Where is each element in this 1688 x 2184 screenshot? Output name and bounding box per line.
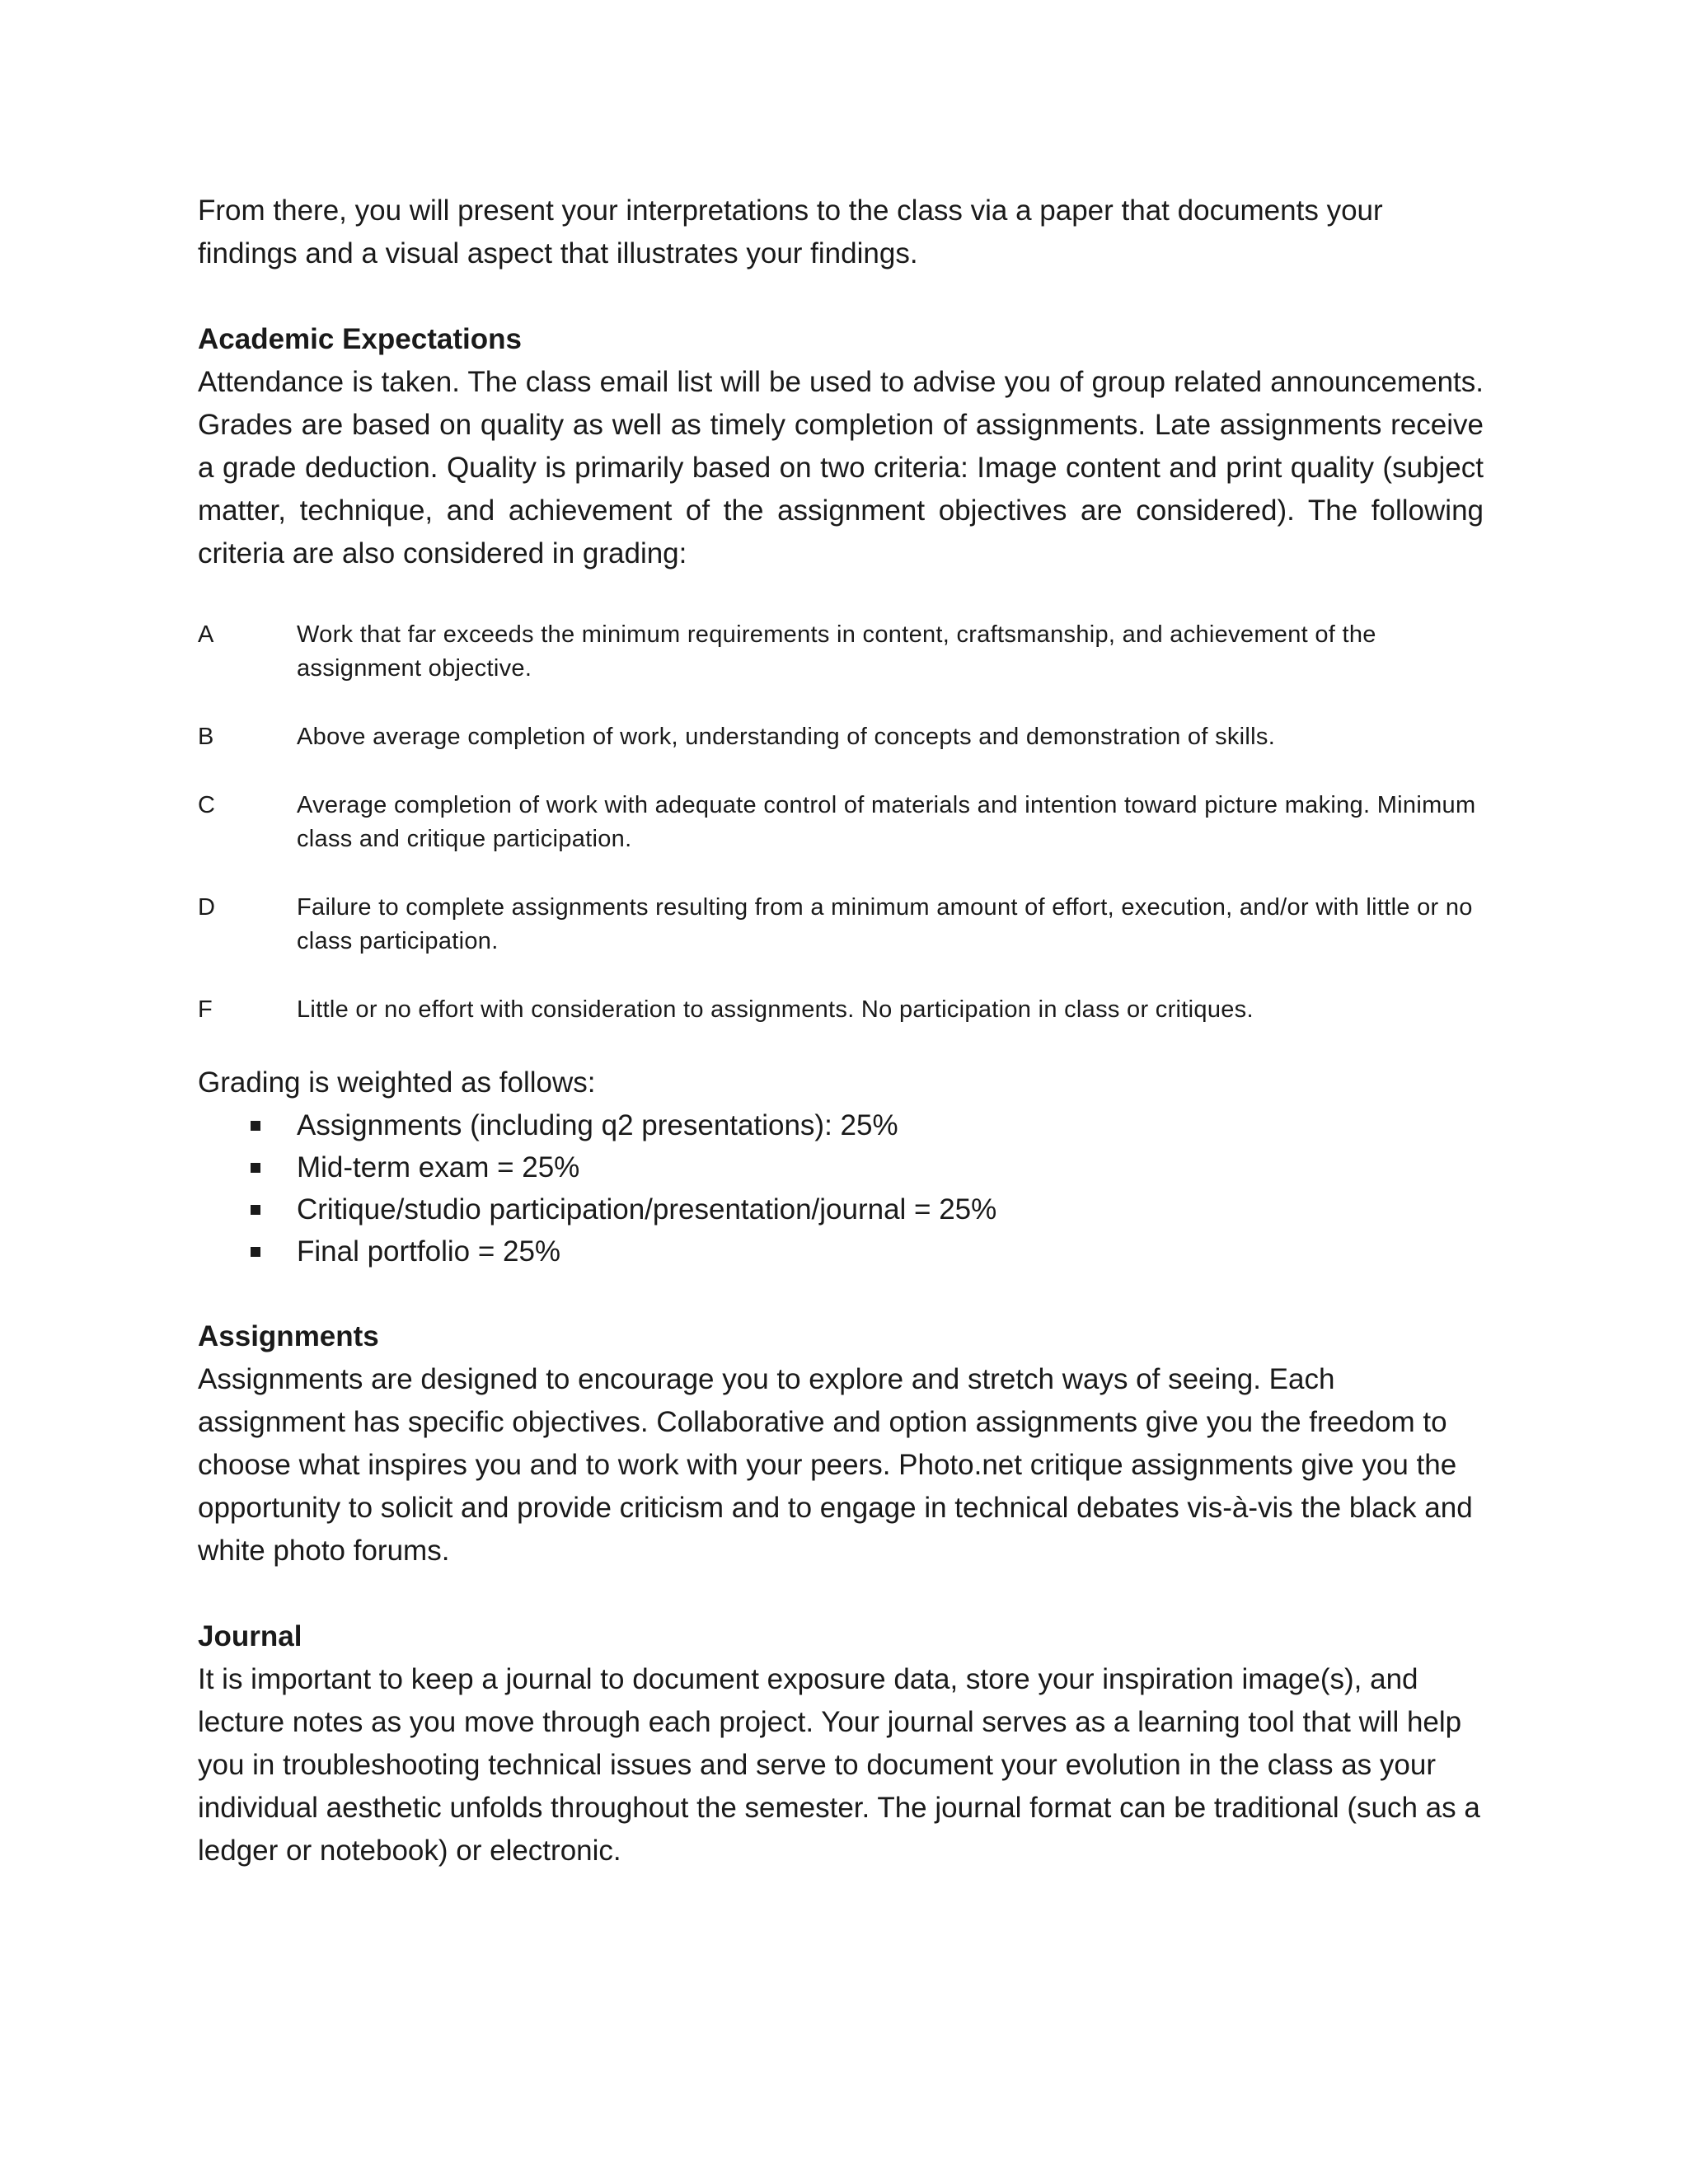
bullet-icon <box>251 1163 260 1173</box>
grade-description: Average completion of work with adequate control of materials and intention toward picture making. Minimum class and critique participation. <box>297 792 1476 852</box>
grade-letter: C <box>198 792 215 818</box>
intro-paragraph: From there, you will present your interpretations to the class via a paper that documents your findings and a visual aspect that illustrates your findings. <box>198 194 1383 269</box>
grade-row-a <box>198 618 1484 686</box>
weight-item-text: Final portfolio = 25% <box>297 1235 561 1268</box>
grade-letter: D <box>198 894 215 921</box>
grading-weights-intro: Grading is weighted as follows: <box>198 1066 596 1099</box>
academic-expectations-heading: Academic Expectations <box>198 323 522 355</box>
journal-heading: Journal <box>198 1620 302 1652</box>
grade-row-f <box>198 993 1484 1027</box>
grade-letter: B <box>198 724 214 750</box>
assignments-paragraph: Assignments are designed to encourage you to explore and stretch ways of seeing. Each assignment has specific objectives. Collaborative and option assignments give you the freedom to choose what inspires you and to work with your peers. Photo.net critique assignments give you the opportunity to solicit and provide criticism and to engage in technical debates vis-à-vis the black and white photo forums. <box>198 1363 1473 1567</box>
bullet-icon <box>251 1121 260 1131</box>
grade-letter: A <box>198 621 214 648</box>
spacer <box>198 1572 1484 1615</box>
grade-row-d <box>198 891 1484 958</box>
grade-letter: F <box>198 996 213 1023</box>
grade-description: Little or no effort with consideration to assignments. No participation in class or critiques. <box>297 996 1254 1023</box>
assignments-heading: Assignments <box>198 1320 379 1352</box>
grade-row-b <box>198 720 1484 754</box>
journal-paragraph: It is important to keep a journal to document exposure data, store your inspiration image(s), and lecture notes as you move through each project. Your journal serves as a learning tool that will help you in troubleshooting technical issues and serve to document your evolution in the class as your individual aesthetic unfolds throughout the semester. The journal format can be traditional (such as a ledger or notebook) or electronic. <box>198 1663 1480 1867</box>
spacer <box>198 1272 1484 1315</box>
document-page <box>198 190 1484 1872</box>
weight-item-text: Mid-term exam = 25% <box>297 1151 580 1183</box>
weight-item <box>198 1188 1484 1230</box>
weight-item <box>198 1146 1484 1188</box>
academic-expectations-paragraph: Attendance is taken. The class email list will be used to advise you of group related announcements. Grades are based on quality as well as timely completion of assignments. Late assignments receive a grade deduction. Quality is primarily based on two criteria: Image content and print quality (subject matter, technique, and achievement of the assignment objectives are considered). The following criteria are also considered in grading: <box>198 366 1484 569</box>
bullet-icon <box>251 1247 260 1257</box>
spacer <box>198 275 1484 318</box>
grade-description: Work that far exceeds the minimum requirements in content, craftsmanship, and achievement of the assignment objective. <box>297 621 1376 682</box>
grade-description: Failure to complete assignments resulting from a minimum amount of effort, execution, and/or with little or no class participation. <box>297 894 1473 954</box>
weight-item-text: Critique/studio participation/presentation/journal = 25% <box>297 1193 997 1226</box>
bullet-icon <box>251 1205 260 1215</box>
weight-item <box>198 1230 1484 1272</box>
grading-weights-list <box>198 1104 1484 1272</box>
grading-criteria-list <box>198 618 1484 1027</box>
grade-description: Above average completion of work, understanding of concepts and demonstration of skills. <box>297 724 1276 750</box>
grade-row-c <box>198 789 1484 856</box>
weight-item <box>198 1104 1484 1146</box>
weight-item-text: Assignments (including q2 presentations): 25% <box>297 1109 898 1141</box>
